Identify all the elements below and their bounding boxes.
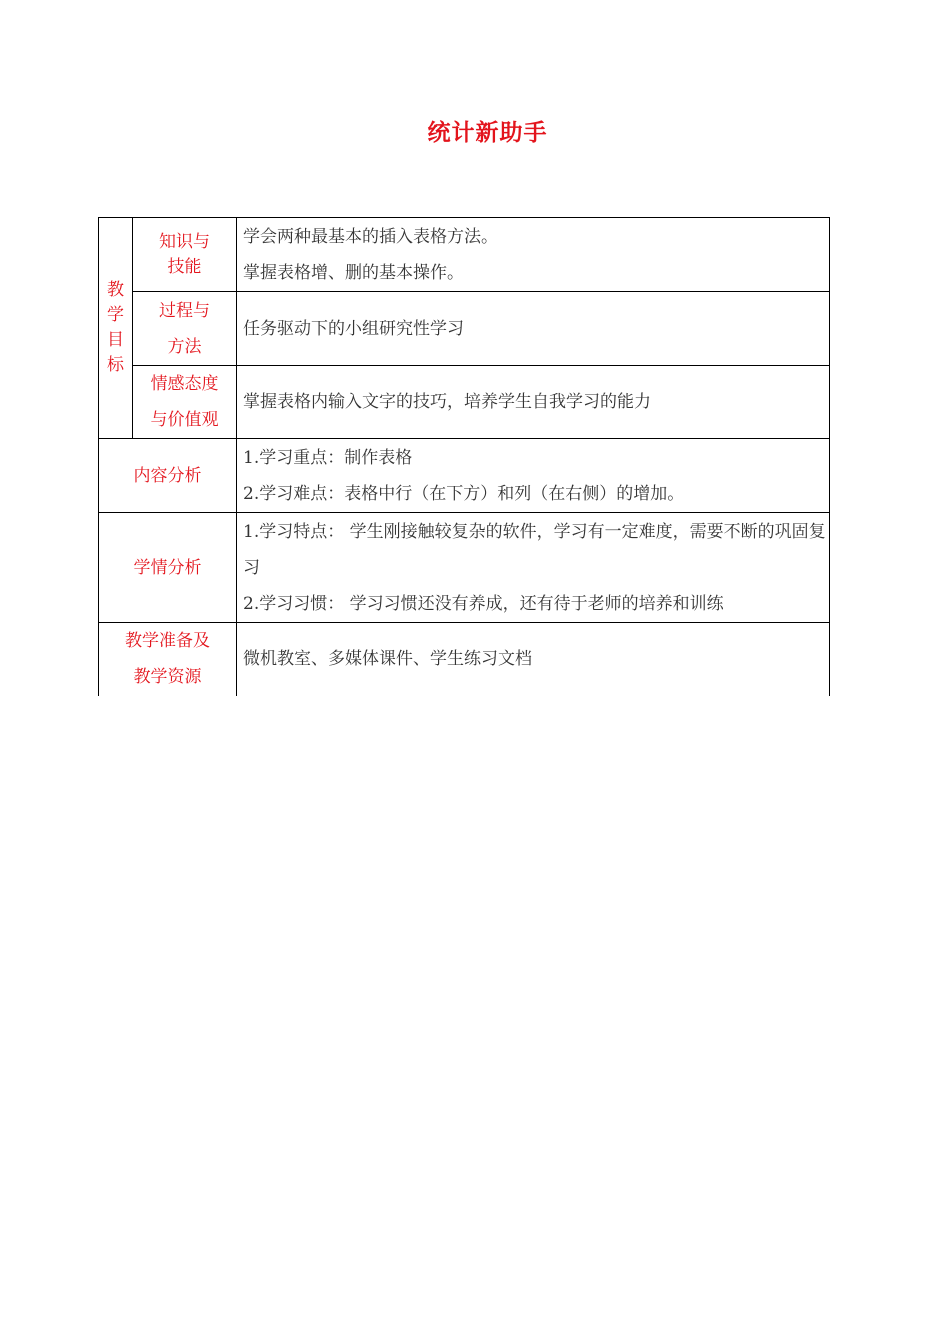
- learner-analysis-label: 学情分析: [99, 513, 237, 623]
- content-analysis-content: 1.学习重点：制作表格 2.学习难点：表格中行（在下方）和列（在右侧）的增加。: [237, 439, 830, 513]
- attitude-values-content: 掌握表格内输入文字的技巧，培养学生自我学习的能力: [237, 366, 830, 439]
- resources-label: 教学准备及 教学资源: [99, 623, 237, 696]
- table-row: [99, 292, 830, 366]
- table-row: [99, 513, 830, 623]
- content-analysis-label: 内容分析: [99, 439, 237, 513]
- page-title: 统计新助手: [427, 120, 548, 146]
- attitude-values-label: 情感态度 与价值观: [133, 366, 237, 439]
- learner-analysis-content: 1.学习特点： 学生刚接触较复杂的软件，学习有一定难度，需要不断的巩固复习 2.学习习惯： 学习习惯还没有养成，还有待于老师的培养和训练: [237, 513, 830, 623]
- objectives-label: 教 学 目 标: [99, 218, 133, 439]
- knowledge-skills-label: 知识与 技能: [133, 218, 237, 292]
- process-methods-content: 任务驱动下的小组研究性学习: [237, 292, 830, 366]
- table-row: [99, 366, 830, 439]
- lesson-plan-table: [98, 217, 830, 696]
- knowledge-skills-content: 学会两种最基本的插入表格方法。 掌握表格增、删的基本操作。: [237, 218, 830, 292]
- process-methods-label: 过程与 方法: [133, 292, 237, 366]
- resources-content: 微机教室、多媒体课件、学生练习文档: [237, 623, 830, 696]
- table-row: [99, 623, 830, 696]
- table-row: [99, 439, 830, 513]
- table-row: [99, 218, 830, 292]
